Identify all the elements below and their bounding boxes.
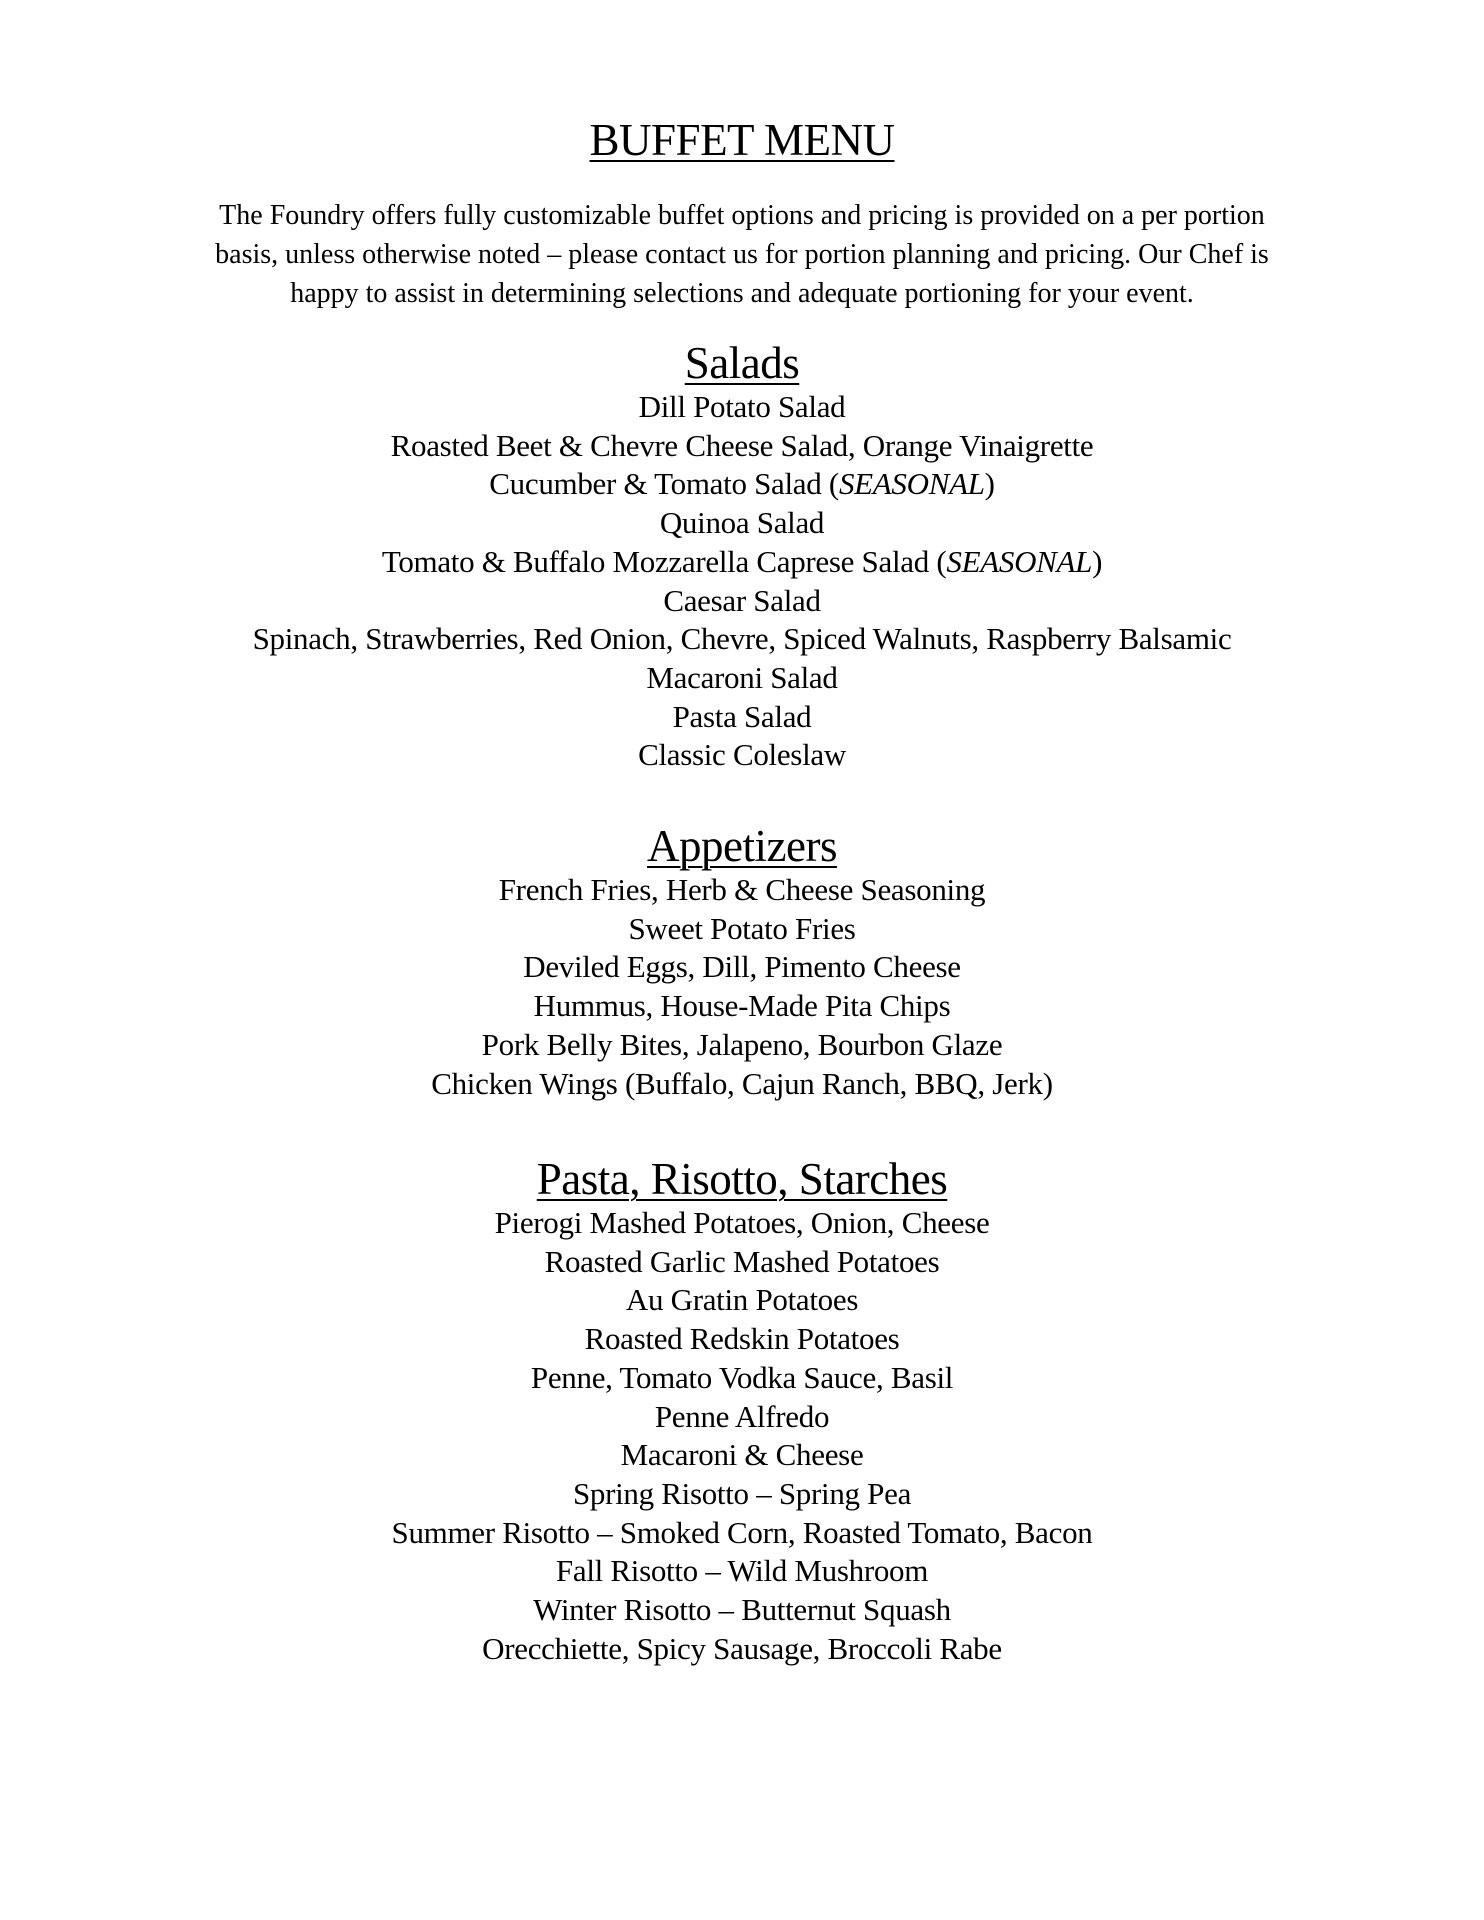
menu-item bbox=[0, 1514, 1484, 1553]
menu-item bbox=[0, 1630, 1484, 1669]
page-title: BUFFET MENU bbox=[589, 115, 895, 165]
menu-item-text: Summer Risotto – Smoked Corn, Roasted Tomato, Bacon bbox=[391, 1514, 1093, 1550]
menu-item-text: Pierogi Mashed Potatoes, Onion, Cheese bbox=[494, 1205, 990, 1240]
menu-item-text: Cucumber & Tomato Salad ( bbox=[489, 466, 839, 502]
menu-item-text: Au Gratin Potatoes bbox=[625, 1282, 859, 1318]
intro-line: happy to assist in determining selections and adequate portioning for your event. bbox=[290, 278, 1194, 309]
menu-item bbox=[0, 427, 1484, 466]
menu-item-text: Penne Alfredo bbox=[654, 1398, 830, 1434]
menu-item-text: Roasted Garlic Mashed Potatoes bbox=[544, 1243, 940, 1279]
menu-item-text: Dill Potato Salad bbox=[638, 389, 846, 424]
menu-item-text: Tomato & Buffalo Mozzarella Caprese Salad ( bbox=[381, 543, 947, 579]
menu-item bbox=[0, 1398, 1484, 1437]
menu-item-text: Pasta Salad bbox=[672, 698, 812, 734]
menu-item-text: Classic Coleslaw bbox=[638, 737, 846, 773]
menu-item-text: Roasted Beet & Chevre Cheese Salad, Orange Vinaigrette bbox=[390, 427, 1094, 463]
menu-item-text: Orecchiette, Spicy Sausage, Broccoli Rabe bbox=[482, 1630, 1002, 1666]
menu-item bbox=[0, 1475, 1484, 1514]
salads-section bbox=[0, 338, 1484, 775]
intro-line: basis, unless otherwise noted – please contact us for portion planning and pricing. Our Chef is bbox=[215, 239, 1269, 270]
menu-item-text: Chicken Wings (Buffalo, Cajun Ranch, BBQ, Jerk) bbox=[431, 1065, 1053, 1101]
menu-item bbox=[0, 1591, 1484, 1630]
menu-item bbox=[0, 1243, 1484, 1282]
menu-item bbox=[0, 910, 1484, 949]
menu-list bbox=[0, 1204, 1484, 1668]
section-heading: Salads bbox=[684, 338, 800, 388]
menu-item bbox=[0, 948, 1484, 987]
menu-item-suffix: ) bbox=[984, 466, 995, 502]
menu-item-text: French Fries, Herb & Cheese Seasoning bbox=[498, 872, 986, 907]
menu-item bbox=[0, 388, 1484, 427]
pasta-risotto-starches-section bbox=[0, 1154, 1484, 1668]
menu-item-text: Deviled Eggs, Dill, Pimento Cheese bbox=[523, 949, 961, 985]
menu-item bbox=[0, 736, 1484, 775]
menu-item bbox=[0, 1065, 1484, 1104]
menu-item-text: Macaroni & Cheese bbox=[620, 1437, 864, 1473]
menu-item bbox=[0, 987, 1484, 1026]
menu-item bbox=[0, 465, 1484, 504]
menu-item bbox=[0, 698, 1484, 737]
menu-item bbox=[0, 543, 1484, 582]
menu-item-text: Penne, Tomato Vodka Sauce, Basil bbox=[530, 1359, 954, 1395]
menu-item-text: Macaroni Salad bbox=[646, 659, 838, 695]
seasonal-note: SEASONAL bbox=[838, 466, 985, 502]
menu-item bbox=[0, 1320, 1484, 1359]
menu-list bbox=[0, 871, 1484, 1103]
menu-item-text: Hummus, House-Made Pita Chips bbox=[533, 988, 951, 1024]
menu-item-text: Roasted Redskin Potatoes bbox=[584, 1321, 900, 1357]
menu-item bbox=[0, 620, 1484, 659]
seasonal-note: SEASONAL bbox=[946, 543, 1093, 579]
menu-item bbox=[0, 1026, 1484, 1065]
menu-item-text: Pork Belly Bites, Jalapeno, Bourbon Glaze bbox=[481, 1026, 1003, 1062]
menu-item bbox=[0, 504, 1484, 543]
menu-item bbox=[0, 1359, 1484, 1398]
menu-list bbox=[0, 388, 1484, 775]
section-heading: Appetizers bbox=[647, 821, 837, 871]
appetizers-section bbox=[0, 821, 1484, 1103]
intro-paragraph bbox=[140, 196, 1344, 313]
menu-item-text: Sweet Potato Fries bbox=[628, 910, 856, 946]
menu-item-text: Caesar Salad bbox=[663, 582, 821, 618]
menu-item bbox=[0, 582, 1484, 621]
menu-item bbox=[0, 1281, 1484, 1320]
menu-item bbox=[0, 1204, 1484, 1243]
menu-item bbox=[0, 871, 1484, 910]
menu-item-text: Quinoa Salad bbox=[659, 505, 825, 541]
menu-item-text: Spinach, Strawberries, Red Onion, Chevre, Spiced Walnuts, Raspberry Balsamic bbox=[252, 621, 1232, 657]
menu-item-text: Fall Risotto – Wild Mushroom bbox=[555, 1553, 929, 1589]
menu-item bbox=[0, 659, 1484, 698]
menu-item bbox=[0, 1436, 1484, 1475]
menu-item-text: Winter Risotto – Butternut Squash bbox=[533, 1592, 951, 1628]
menu-item bbox=[0, 1552, 1484, 1591]
menu-item-suffix: ) bbox=[1092, 543, 1103, 579]
intro-line: The Foundry offers fully customizable buffet options and pricing is provided on a per portion bbox=[219, 200, 1265, 231]
menu-item-text: Spring Risotto – Spring Pea bbox=[572, 1475, 912, 1511]
section-heading: Pasta, Risotto, Starches bbox=[536, 1154, 948, 1204]
